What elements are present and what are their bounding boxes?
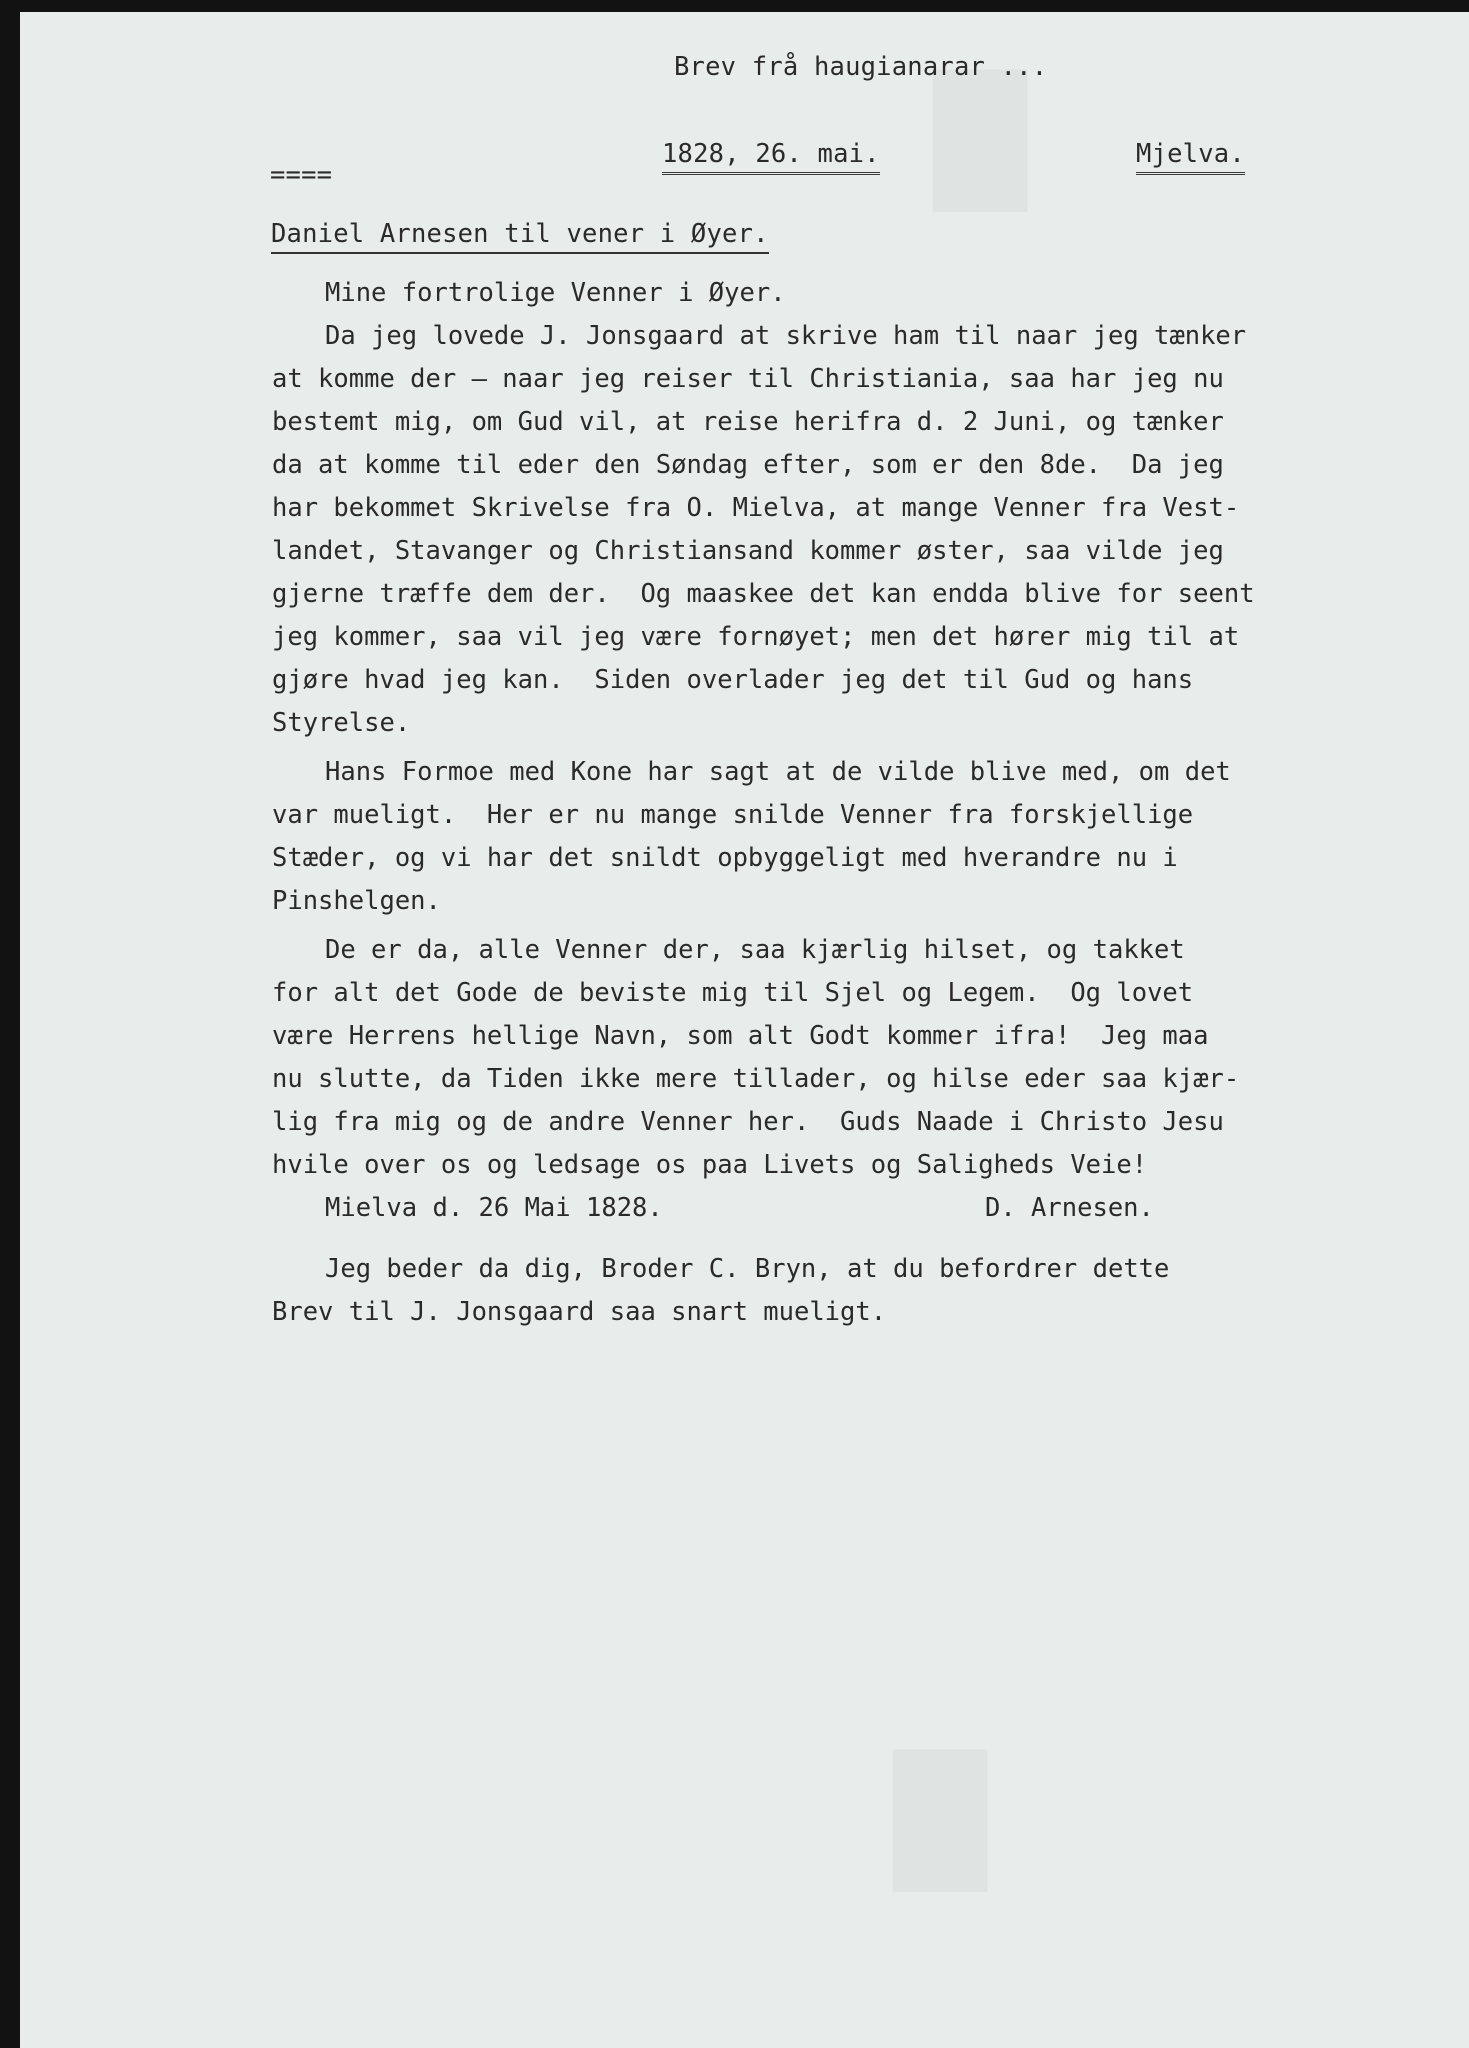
paragraph-1-line: gjøre hvad jeg kan. Siden overlader jeg det til Gud og hans	[272, 665, 1194, 695]
paragraph-3-line: være Herrens hellige Navn, som alt Godt kommer ifra! Jeg maa	[272, 1021, 1209, 1051]
watermark-bottom: █	[880, 1752, 987, 1891]
page-header: Brev frå haugianarar ...	[674, 52, 1048, 82]
letter-date: 1828, 26. mai.	[662, 136, 880, 175]
paragraph-1-line: da at komme til eder den Søndag efter, som er den 8de. Da jeg	[272, 450, 1224, 480]
paragraph-1-line: gjerne træffe dem der. Og maaskee det kan endda blive for seent	[272, 579, 1255, 609]
paragraph-3-line: for alt det Gode de beviste mig til Sjel og Legem. Og lovet	[272, 978, 1194, 1008]
closing-line	[272, 1187, 1452, 1230]
salutation: Mine fortrolige Venner i Øyer.	[325, 278, 786, 308]
paragraph-2-line: var mueligt. Her er nu mange snilde Venner fra forskjellige	[272, 800, 1194, 830]
postscript-line: Brev til J. Jonsgaard saa snart mueligt.	[272, 1297, 887, 1327]
document-page	[20, 12, 1469, 2048]
section-marker: ====	[270, 160, 333, 190]
paragraph-2-line: Pinshelgen.	[272, 886, 441, 916]
watermark-top: █	[920, 72, 1027, 211]
paragraph-3-line: nu slutte, da Tiden ikke mere tillader, og hilse eder saa kjær-	[272, 1064, 1240, 1094]
paragraph-2-line: Stæder, og vi har det snildt opbyggeligt med hverandre nu i	[272, 843, 1178, 873]
paragraph-1-line: bestemt mig, om Gud vil, at reise herifra d. 2 Juni, og tænker	[272, 407, 1224, 437]
letter-place: Mjelva.	[1136, 136, 1245, 175]
paragraph-2-line: Hans Formoe med Kone har sagt at de vilde blive med, om det	[325, 757, 1231, 787]
paragraph-1-line: at komme der — naar jeg reiser til Christiania, saa har jeg nu	[272, 364, 1224, 394]
paragraph-3-line: De er da, alle Venner der, saa kjærlig hilset, og takket	[325, 935, 1185, 965]
paragraph-1-line: Styrelse.	[272, 708, 411, 738]
paragraph-1-line: Da jeg lovede J. Jonsgaard at skrive ham til naar jeg tænker	[325, 321, 1247, 351]
postscript-line: Jeg beder da dig, Broder C. Bryn, at du befordrer dette	[325, 1254, 1170, 1284]
paragraph-1-line: har bekommet Skrivelse fra O. Mielva, at mange Venner fra Vest-	[272, 493, 1240, 523]
signature: D. Arnesen.	[985, 1193, 1154, 1223]
paragraph-3-line: lig fra mig og de andre Venner her. Guds Naade i Christo Jesu	[272, 1107, 1224, 1137]
letter-body	[272, 272, 1452, 1334]
closing-place-date: Mielva d. 26 Mai 1828.	[325, 1193, 663, 1223]
paragraph-1-line: jeg kommer, saa vil jeg være fornøyet; men det hører mig til at	[272, 622, 1240, 652]
paragraph-1-line: landet, Stavanger og Christiansand kommer øster, saa vilde jeg	[272, 536, 1224, 566]
paragraph-3-line: hvile over os og ledsage os paa Livets og Saligheds Veie!	[272, 1150, 1148, 1180]
letter-title: Daniel Arnesen til vener i Øyer.	[271, 216, 769, 254]
